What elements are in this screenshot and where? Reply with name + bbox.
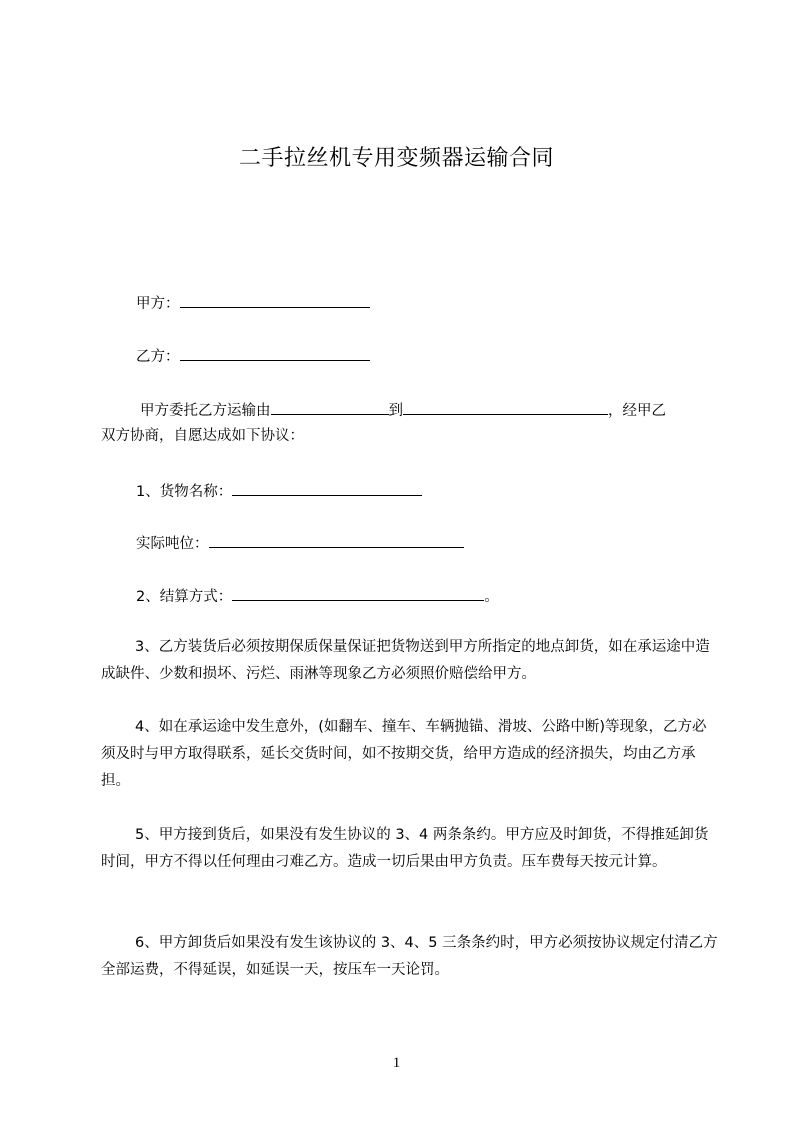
party-a-line	[136, 292, 370, 314]
tonnage-line	[136, 532, 464, 554]
clause-3: 3、乙方装货后必须按期保质保量保证把货物送到甲方所指定的地点卸货，如在承运途中造成缺件、少数和损坏、污烂、雨淋等现象乙方必须照价赔偿给甲方。	[101, 639, 710, 682]
item1-line	[136, 480, 422, 502]
intro-part-3: ，经甲乙	[608, 403, 666, 419]
party-b-blank[interactable]	[180, 345, 370, 361]
item2-label: 2、结算方式：	[136, 589, 233, 605]
tonnage-label: 实际吨位：	[136, 536, 209, 552]
origin-blank[interactable]	[271, 399, 389, 415]
intro-line-2: 双方协商，自愿达成如下协议：	[101, 428, 304, 444]
item2-line	[136, 585, 499, 607]
item1-label: 1、货物名称：	[136, 484, 233, 500]
intro-part-2: 到	[388, 403, 403, 419]
party-b-label: 乙方：	[136, 349, 180, 365]
clause-4: 4、如在承运途中发生意外，(如翻车、撞车、车辆抛锚、滑坡、公路中断)等现象，乙方必须及时与甲方取得联系，延长交货时间，如不按期交货，给甲方造成的经济损失，均由乙方承担。	[101, 719, 707, 789]
clause-5: 5、甲方接到货后，如果没有发生协议的 3、4 两条条约。甲方应及时卸货，不得推延卸货时间，甲方不得以任何理由刁难乙方。造成一切后果由甲方负责。压车费每天按元计算。	[101, 827, 709, 870]
tonnage-blank[interactable]	[209, 532, 464, 548]
party-a-label: 甲方：	[136, 296, 180, 312]
item2-end: 。	[484, 589, 499, 605]
page-number: 1	[392, 1055, 401, 1071]
settlement-blank[interactable]	[232, 585, 484, 601]
party-b-line	[136, 345, 370, 367]
goods-name-blank[interactable]	[232, 480, 422, 496]
party-a-blank[interactable]	[180, 292, 370, 308]
clause-6: 6、甲方卸货后如果没有发生该协议的 3、4、5 三条条约时，甲方必须按协议规定付清乙方全部运费，不得延误，如延误一天，按压车一天论罚。	[101, 935, 718, 978]
intro-line-1	[140, 399, 666, 421]
intro-part-1: 甲方委托乙方运输由	[140, 403, 271, 419]
document-title: 二手拉丝机专用变频器运输合同	[238, 146, 554, 171]
destination-blank[interactable]	[403, 399, 608, 415]
